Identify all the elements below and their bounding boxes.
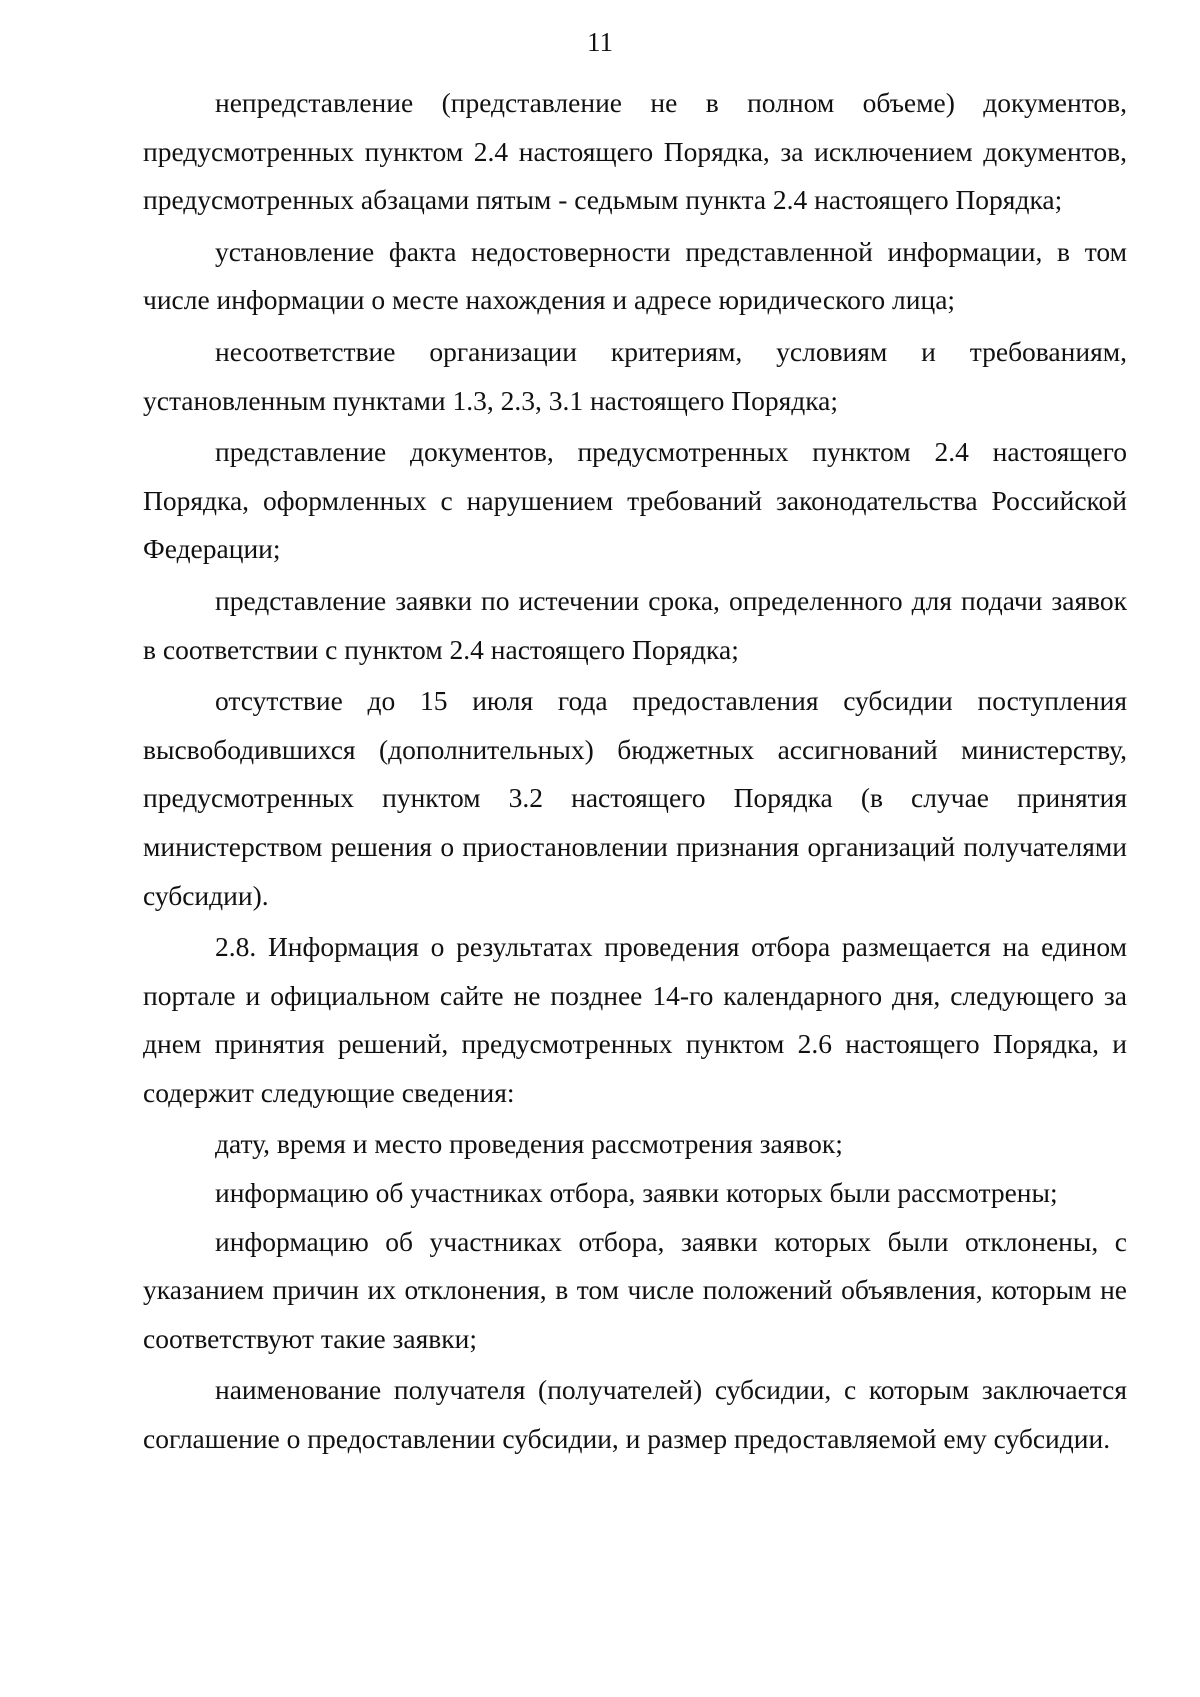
paragraph-no-budget-allocation: отсутствие до 15 июля года предоставления субсидии поступления высвободившихся (дополнительных) бюджетных ассигнований министерству, предусмотренных пунктом 3.2 настоящего Порядка (в случае принятия министерством решения о приостановлении признания организаций получателями субсидии). [143, 685, 1127, 911]
paragraph-false-information: установление факта недостоверности представленной информации, в том числе информации о месте нахождения и адресе юридического лица; [143, 235, 1127, 316]
paragraph-noncompliance: несоответствие организации критериям, условиям и требованиям, установленным пунктами 1.3, 2.3, 3.1 настоящего Порядка; [143, 335, 1127, 416]
list-item-recipient-name: наименование получателя (получателей) субсидии, с которым заключается соглашение о предоставлении субсидии, и размер предоставляемой ему субсидии. [143, 1374, 1127, 1455]
list-item-reviewed-participants: информацию об участниках отбора, заявки которых были рассмотрены; [215, 1177, 1058, 1209]
document-body [143, 79, 1127, 1467]
paragraph-late-application: представление заявки по истечении срока, определенного для подачи заявок в соответствии с пунктом 2.4 настоящего Порядка; [143, 584, 1127, 665]
paragraph-2-8-results-info: 2.8. Информация о результатах проведения отбора размещается на едином портале и официальном сайте не позднее 14-го календарного дня, следующего за днем принятия решений, предусмотренных пунктом 2.6 настоящего Порядка, и содержит следующие сведения: [143, 931, 1127, 1108]
paragraph-nonsubmission: непредставление (представление не в полном объеме) документов, предусмотренных пунктом 2.4 настоящего Порядка, за исключением документов, предусмотренных абзацами пятым - седьмым пункта 2.4 настоящего Порядка; [143, 87, 1127, 216]
list-item-date-time-place: дату, время и место проведения рассмотрения заявок; [215, 1128, 843, 1160]
paragraph-improper-documents: представление документов, предусмотренных пунктом 2.4 настоящего Порядка, оформленных с нарушением требований законодательства Российской Федерации; [143, 436, 1127, 565]
list-item-rejected-participants: информацию об участниках отбора, заявки которых были отклонены, с указанием причин их отклонения, в том числе положений объявления, которым не соответствуют такие заявки; [143, 1225, 1127, 1354]
page-number: 11 [587, 27, 613, 57]
